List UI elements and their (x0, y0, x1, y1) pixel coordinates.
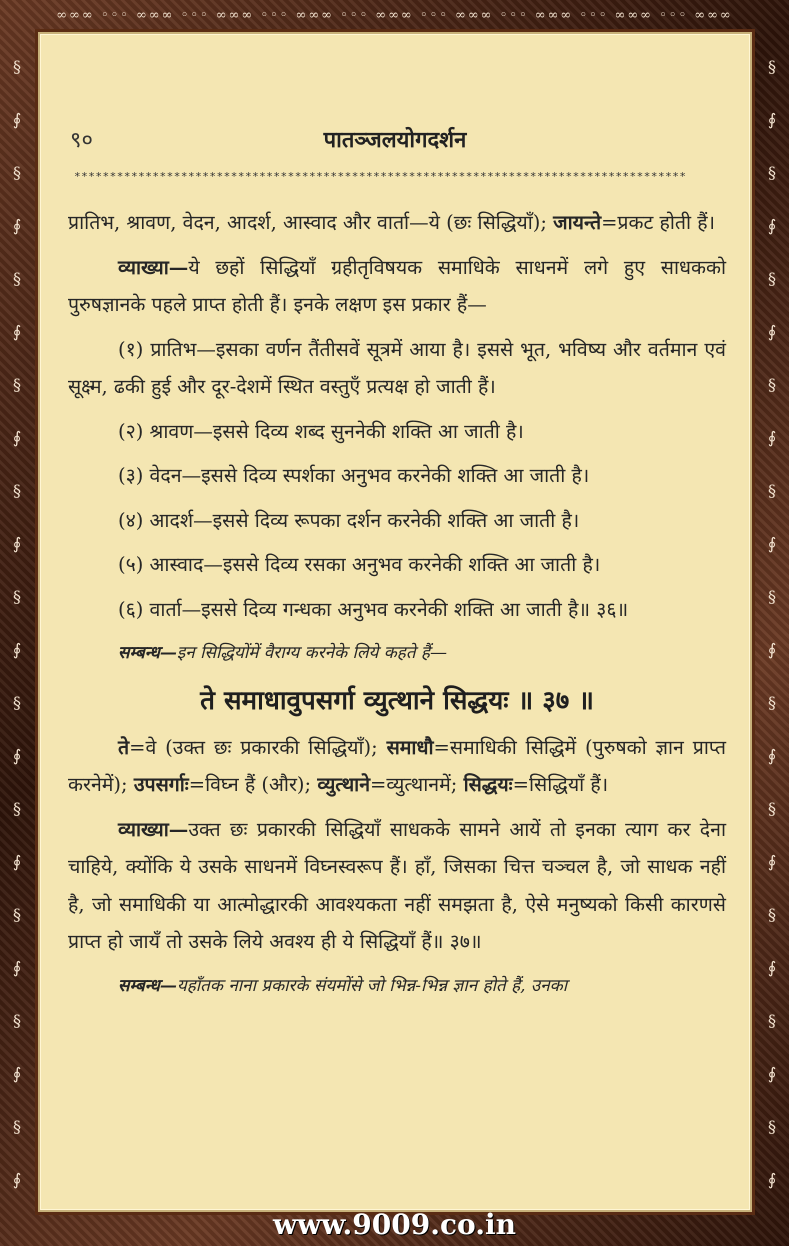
header-separator: ************************************************************************************** (74, 170, 687, 183)
frame-right-ornament-icon: § ∮ § ∮ § ∮ § ∮ § ∮ § ∮ § ∮ § ∮ § ∮ § ∮ § ∮ (767, 57, 777, 1189)
book-title: पातञ्जलयोगदर्शन (323, 127, 467, 153)
list-item: (६) वार्ता—इससे दिव्य गन्धका अनुभव करनेकी शक्ति आ जाती है॥ ३६॥ (118, 597, 629, 621)
gloss-meaning: =व्युत्थानमें; (370, 773, 458, 796)
frame-left-ornament-icon: § ∮ § ∮ § ∮ § ∮ § ∮ § ∮ § ∮ § ∮ § ∮ § ∮ § ∮ (12, 57, 22, 1189)
list-item: (२) श्रावण—इससे दिव्य शब्द सुननेकी शक्ति आ जाती है। (118, 419, 524, 443)
vyakhya-label: व्याख्या— (118, 817, 189, 841)
page-number: ९० (70, 128, 93, 153)
sambandh-text: यहाँतक नाना प्रकारके संयमोंसे जो भिन्न-भिन्न ज्ञान होते हैं, उनका (176, 975, 568, 996)
list-item: (५) आस्वाद—इससे दिव्य रसका अनुभव करनेकी शक्ति आ जाती है। (118, 553, 601, 576)
sambandh-label: सम्बन्ध— (118, 975, 177, 996)
frame-top-ornament-icon: ∞∞∞ ◦◦◦ ∞∞∞ ◦◦◦ ∞∞∞ ◦◦◦ ∞∞∞ ◦◦◦ ∞∞∞ ◦◦◦ ∞∞∞ ◦◦◦ ∞∞∞ ◦◦◦ ∞∞∞ ◦◦◦ ∞∞∞ (56, 8, 733, 22)
sambandh-note-1 (68, 635, 726, 673)
sambandh-note-2 (68, 968, 726, 1006)
page-body (68, 204, 726, 1005)
sambandh-label: सम्बन्ध— (118, 643, 177, 663)
gloss-term: सिद्धयः (463, 773, 513, 796)
list-item: (३) वेदन—इससे दिव्य स्पर्शका अनुभव करनेकी शक्ति आ जाती है। (118, 464, 590, 487)
vyakhya-text: ये छहों सिद्धियाँ ग्रहीतृविषयक समाधिके साधनमें लगे हुए साधकको पुरुषज्ञानके पहले प्राप्त होती हैं। इनके लक्षण इस प्रकार हैं— (68, 255, 726, 316)
gloss-meaning: =प्रकट होती हैं। (601, 211, 716, 234)
text-line: प्रातिभ, श्रावण, वेदन, आदर्श, आस्वाद और वार्ता—ये (छः सिद्धियाँ); (68, 211, 547, 234)
gloss-meaning: =समाधिकी सिद्धिमें (पुरुषको ज्ञान प्राप्त करनेमें); (68, 735, 726, 796)
para-sutra37-gloss (68, 729, 726, 804)
para-vyakhya-1 (68, 249, 726, 324)
gloss-term: उपसर्गाः (133, 773, 189, 796)
list-item: (४) आदर्श—इससे दिव्य रूपका दर्शन करनेकी शक्ति आ जाती है। (118, 508, 580, 532)
gloss-meaning: =वे (उक्त छः प्रकारकी सिद्धियाँ); (129, 735, 378, 759)
gloss-meaning: =विघ्न हैं (और); (188, 773, 312, 796)
gloss-meaning: =सिद्धियाँ हैं। (512, 773, 609, 796)
sutra-37: ते समाधावुपसर्गा व्युत्थाने सिद्धयः ॥ ३७ ॥ (200, 685, 594, 716)
gloss-term: जायन्ते (553, 211, 602, 234)
para-sutra36-meaning (68, 204, 726, 242)
vyakhya-label: व्याख्या— (118, 255, 189, 279)
vyakhya-text: उक्त छः प्रकारकी सिद्धियाँ साधकके सामने आयें तो इनका त्याग कर देना चाहिये, क्योंकि ये उसके साधनमें विघ्नस्वरूप हैं। हाँ, जिसका चित्त चञ्चल है, जो साधक नहीं है, जो समाधिकी या आत्मोद्धारकी आवश्यकता नहीं समझता है, ऐसे मनुष्यको किसी कारणसे प्राप्त हो जायँ तो उसके लिये अवश्य ही ये सिद्धियाँ हैं॥ ३७॥ (68, 817, 726, 953)
website-url: www.9009.co.in (273, 1208, 516, 1241)
gloss-term: व्युत्थाने (317, 773, 371, 796)
sambandh-text: इन सिद्धियोंमें वैराग्य करनेके लिये कहते हैं— (176, 643, 447, 663)
page-header (66, 124, 724, 154)
para-vyakhya-2 (68, 811, 726, 961)
gloss-term: समाधौ (386, 735, 434, 759)
page-paper (38, 32, 752, 1212)
gloss-term: ते (118, 735, 130, 759)
list-item: (१) प्रातिभ—इसका वर्णन तैंतीसवें सूत्रमें आया है। इससे भूत, भविष्य और वर्तमान एवं सूक्ष्म, ढकी हुई और दूर-देशमें स्थित वस्तुएँ प्रत्यक्ष हो जाती हैं। (68, 337, 726, 398)
